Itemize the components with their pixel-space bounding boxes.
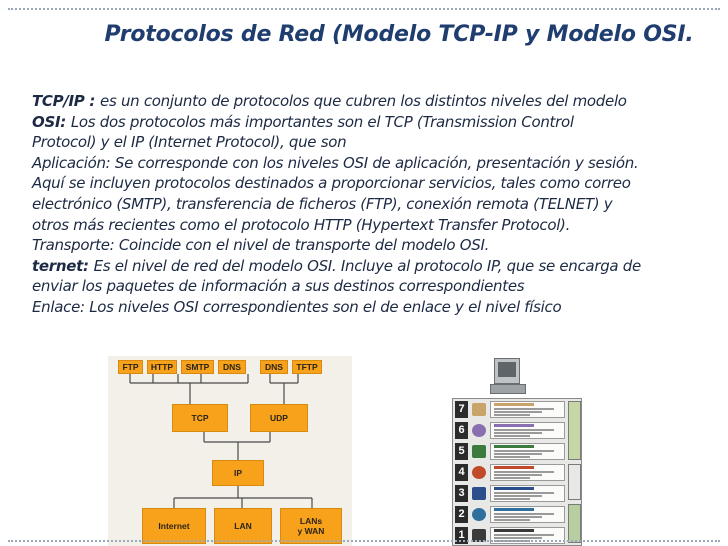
protocol-http: HTTP — [147, 360, 177, 374]
body-line-text: Aplicación: Se corresponde con los niveles OSI de aplicación, presentación y sesión. — [32, 153, 639, 172]
osi-layer-number: 5 — [455, 443, 468, 460]
body-line — [32, 173, 722, 194]
osi-layer-row — [453, 483, 583, 504]
osi-layer-row — [453, 420, 583, 441]
link-internet: Internet — [142, 508, 206, 544]
tcpip-protocol-diagram — [108, 356, 352, 546]
osi-layer-row — [453, 441, 583, 462]
protocol-ftp: FTP — [118, 360, 143, 374]
slide-title: Protocolos de Red (Modelo TCP-IP y Modelo OSI. — [104, 22, 694, 47]
osi-layer-group-band — [568, 401, 581, 460]
protocol-smtp: SMTP — [181, 360, 214, 374]
body-line — [32, 153, 722, 174]
osi-layer-card — [490, 464, 565, 481]
osi-layer-card — [490, 506, 565, 523]
osi-layer-number: 3 — [455, 485, 468, 502]
body-line — [32, 276, 722, 297]
slide-body — [32, 91, 722, 318]
body-line-text: Los dos protocolos más importantes son el TCP (Transmission Control — [70, 112, 574, 131]
body-line — [32, 256, 722, 277]
protocol-tftp: TFTP — [292, 360, 322, 374]
osi-layer-icon — [472, 466, 486, 479]
body-line-text: enviar los paquetes de información a sus destinos correspondientes — [32, 277, 525, 296]
link-lans-wan: LANs y WAN — [280, 508, 342, 544]
body-line-text: es un conjunto de protocolos que cubren los distintos niveles del modelo — [100, 92, 627, 110]
osi-layer-group-band — [568, 504, 581, 543]
body-line — [32, 235, 722, 256]
body-line-text: Enlace: Los niveles OSI correspondientes son el de enlace y el nivel físico — [32, 297, 562, 316]
osi-layer-number: 4 — [455, 464, 468, 481]
body-line-text: Transporte: Coincide con el nivel de transporte del modelo OSI. — [32, 236, 490, 255]
osi-model-illustration — [452, 358, 582, 546]
osi-layer-card — [490, 443, 565, 460]
osi-layer-group-band — [568, 464, 581, 500]
network-ip: IP — [212, 460, 264, 486]
body-line-text: Protocol) y el IP (Internet Protocol), que son — [32, 133, 347, 152]
body-line-term: OSI: — [32, 112, 71, 131]
link-lan: LAN — [214, 508, 272, 544]
body-line-text: Aquí se incluyen protocolos destinados a proporcionar servicios, tales como correo — [32, 174, 631, 193]
osi-layer-card — [490, 422, 565, 439]
body-line — [32, 297, 722, 318]
body-line — [32, 132, 722, 153]
body-line-text: electrónico (SMTP), transferencia de ficheros (FTP), conexión remota (TELNET) y — [32, 194, 613, 213]
protocol-dns-udp: DNS — [260, 360, 288, 374]
osi-layer-number: 7 — [455, 401, 468, 418]
osi-layer-row — [453, 462, 583, 483]
osi-layer-icon — [472, 403, 486, 416]
transport-udp: UDP — [250, 404, 308, 432]
computer-monitor-icon — [494, 358, 520, 384]
osi-layer-icon — [472, 445, 486, 458]
osi-layer-row — [453, 399, 583, 420]
body-line-text: otros más recientes como el protocolo HTTP (Hypertext Transfer Protocol). — [32, 215, 571, 234]
transport-tcp: TCP — [172, 404, 228, 432]
osi-layer-row — [453, 525, 583, 546]
osi-layer-stack — [452, 398, 582, 546]
osi-layer-card — [490, 401, 565, 418]
osi-layer-number: 6 — [455, 422, 468, 439]
body-line — [32, 215, 722, 236]
computer-base-icon — [490, 384, 526, 394]
top-dotted-rule — [8, 8, 720, 10]
body-line-term: TCP/IP : — [32, 92, 101, 110]
osi-layer-number: 1 — [455, 527, 468, 544]
osi-layer-icon — [472, 508, 486, 521]
body-line — [32, 194, 722, 215]
osi-layer-row — [453, 504, 583, 525]
osi-layer-icon — [472, 487, 486, 500]
body-line — [32, 112, 722, 133]
body-line-text: Es el nivel de red del modelo OSI. Incluye al protocolo IP, que se encarga de — [93, 256, 641, 275]
osi-layer-card — [490, 485, 565, 502]
protocol-dns: DNS — [218, 360, 246, 374]
body-line — [32, 91, 722, 112]
bottom-dotted-rule — [8, 540, 720, 542]
osi-layer-number: 2 — [455, 506, 468, 523]
osi-layer-icon — [472, 424, 486, 437]
body-line-term: ternet: — [32, 256, 94, 275]
